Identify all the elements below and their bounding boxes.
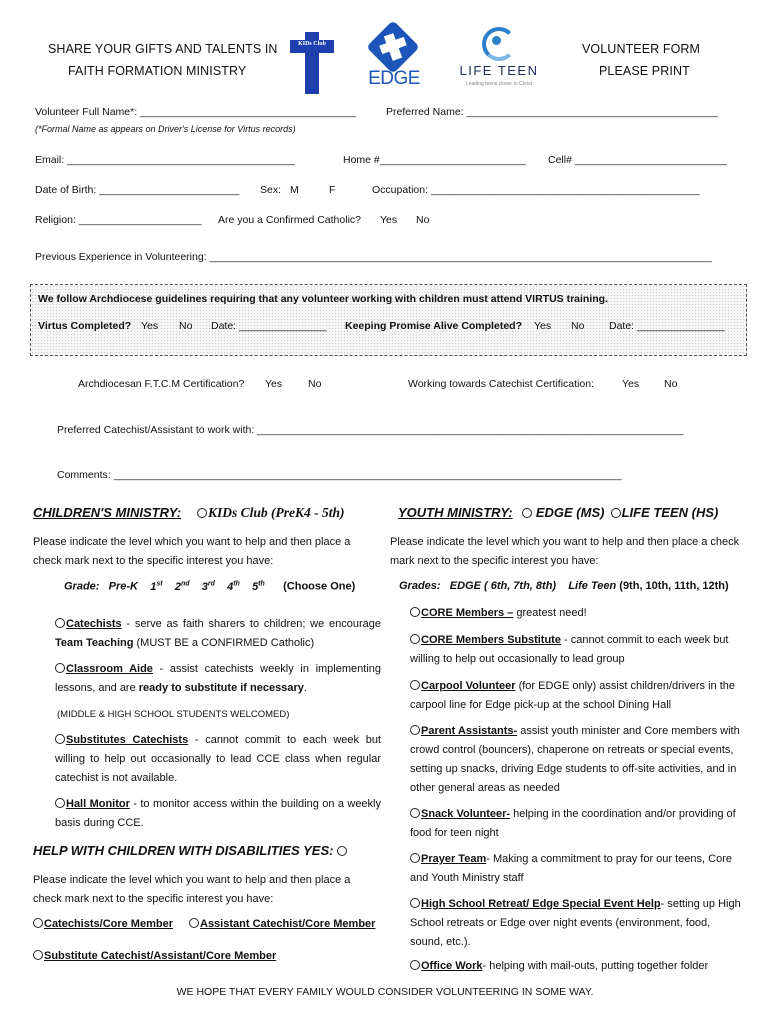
virtus-notice: We follow Archdiocese guidelines requiring that any volunteer working with children must attend VIRTUS training.	[38, 293, 608, 305]
formal-name-note: (*Formal Name as appears on Driver's License for Virtus records)	[35, 124, 296, 134]
youth-instructions: Please indicate the level which you want to help and then place a check mark next to the specific interest you have:	[390, 536, 740, 567]
kids-club-option[interactable]: KIDs Club (PreK4 - 5th)	[197, 505, 345, 521]
childrens-ministry-title: CHILDREN'S MINISTRY:	[33, 505, 182, 520]
cell-phone-field[interactable]: Cell# __________________________	[548, 154, 727, 166]
grade-5[interactable]: 5th	[252, 580, 265, 593]
virtus-date-field[interactable]: Date: _______________	[211, 320, 327, 332]
parent-assistants-radio-icon[interactable]	[410, 725, 420, 735]
catechist-cert-yes[interactable]: Yes	[622, 378, 640, 390]
ftcm-yes[interactable]: Yes	[265, 378, 283, 390]
disabilities-section-title[interactable]: HELP WITH CHILDREN WITH DISABILITIES YES:	[33, 843, 348, 858]
substitutes-radio-icon[interactable]	[55, 734, 65, 744]
lifeteen-option[interactable]: LIFE TEEN (HS)	[621, 505, 719, 520]
preferred-catechist-field[interactable]: Preferred Catechist/Assistant to work with: _________________________________________________________________________	[57, 424, 684, 436]
catechist-cert-no[interactable]: No	[664, 378, 678, 390]
lifeteen-radio-icon[interactable]	[611, 508, 621, 518]
classroom-aide-option[interactable]: Classroom Aide - assist catechists weekly in implementing lessons, and are ready to substitute if necessary.	[55, 663, 381, 694]
footer-message: WE HOPE THAT EVERY FAMILY WOULD CONSIDER VOLUNTEERING IN SOME WAY.	[176, 986, 594, 998]
edge-radio-icon[interactable]	[522, 508, 532, 518]
grade-4[interactable]: 4th	[227, 580, 240, 593]
disability-option-3[interactable]: Substitute Catechist/Assistant/Core Member	[33, 950, 276, 962]
kpa-date-field[interactable]: Date: _______________	[609, 320, 725, 332]
core-members-radio-icon[interactable]	[410, 607, 420, 617]
kids-club-logo: KIDs Club	[290, 32, 334, 94]
disabilities-yes-radio-icon[interactable]	[337, 846, 347, 856]
youth-option-carpool[interactable]: Carpool Volunteer (for EDGE only) assist children/drivers in the carpool line for Edge pick-up at the school Dining Hall	[410, 680, 735, 711]
grades-edge[interactable]: EDGE ( 6th, 7th, 8th)	[449, 580, 557, 592]
catechists-radio-icon[interactable]	[55, 618, 65, 628]
email-field[interactable]: Email: _______________________________________	[35, 154, 295, 166]
dob-field[interactable]: Date of Birth: ________________________	[35, 184, 240, 196]
preferred-name-field[interactable]: Preferred Name: ___________________________________________	[386, 106, 718, 118]
carpool-radio-icon[interactable]	[410, 680, 420, 690]
hall-monitor-radio-icon[interactable]	[55, 798, 65, 808]
header-title-line1: SHARE YOUR GIFTS AND TALENTS IN	[48, 42, 278, 56]
snack-radio-icon[interactable]	[410, 808, 420, 818]
confirmed-question: Are you a Confirmed Catholic?	[218, 214, 361, 226]
disabilities-instructions: Please indicate the level which you want to help and then place a check mark next to the specific interest you have:	[33, 874, 351, 905]
previous-experience-field[interactable]: Previous Experience in Volunteering: ______________________________________________________________________________________	[35, 251, 712, 263]
office-work-radio-icon[interactable]	[410, 960, 420, 970]
ftcm-label: Archdiocesan F.T.C.M Certification?	[78, 378, 245, 390]
hall-monitor-option[interactable]: Hall Monitor - to monitor access within the building on a weekly basis during CCE.	[55, 798, 381, 829]
form-title: VOLUNTEER FORM	[582, 42, 701, 56]
edge-logo: EDGE	[364, 26, 424, 90]
disability-option-2-radio-icon[interactable]	[189, 918, 199, 928]
disability-option-2[interactable]: Assistant Catechist/Core Member	[189, 918, 375, 930]
kpa-no[interactable]: No	[571, 320, 585, 332]
confirmed-yes[interactable]: Yes	[380, 214, 398, 226]
youth-grades-row: Grades: EDGE ( 6th, 7th, 8th) Life Teen (9th, 10th, 11th, 12th)	[399, 580, 729, 592]
full-name-field[interactable]: Volunteer Full Name*: _____________________________________	[35, 106, 357, 118]
grade-prek[interactable]: Pre-K	[108, 580, 138, 593]
sex-option-m[interactable]: M	[290, 184, 299, 196]
youth-option-core-substitute[interactable]: CORE Members Substitute - cannot commit to each week but willing to help out occasionally to lead group	[410, 634, 729, 665]
children-instructions: Please indicate the level which you want to help and then place a check mark next to the specific interest you have:	[33, 536, 351, 567]
youth-ministry-header	[398, 505, 718, 520]
youth-option-retreat-help[interactable]: High School Retreat/ Edge Special Event Help- setting up High School retreats or Edge over night events (environment, food, sound, etc.).	[410, 898, 741, 948]
grade-row: Grade: Pre-K 1st 2nd 3rd 4th 5th (Choose One)	[64, 580, 356, 593]
youth-ministry-title: YOUTH MINISTRY:	[398, 505, 513, 520]
sex-label: Sex:	[260, 184, 282, 196]
classroom-aide-radio-icon[interactable]	[55, 663, 65, 673]
youth-option-prayer-team[interactable]: Prayer Team- Making a commitment to pray for our teens, Core and Youth Ministry staff	[410, 853, 732, 884]
catechist-cert-label: Working towards Catechist Certification:	[408, 378, 594, 390]
virtus-completed-label: Virtus Completed?	[38, 320, 132, 332]
comments-field[interactable]: Comments: _______________________________________________________________________________________	[57, 469, 622, 481]
occupation-field[interactable]: Occupation: ______________________________________________	[372, 184, 700, 196]
youth-option-parent-assistants[interactable]: Parent Assistants- assist youth minister and Core members with crowd control (bouncers), chaperone on retreats or special events, setting up snacks, driving Edge students to off-site activities, and in other general areas as needed	[410, 725, 740, 794]
kpa-yes[interactable]: Yes	[534, 320, 552, 332]
virtus-yes[interactable]: Yes	[141, 320, 159, 332]
prayer-team-radio-icon[interactable]	[410, 853, 420, 863]
edge-option[interactable]: EDGE (MS)	[535, 505, 605, 520]
disability-option-3-radio-icon[interactable]	[33, 950, 43, 960]
retreat-help-radio-icon[interactable]	[410, 898, 420, 908]
disability-option-1-radio-icon[interactable]	[33, 918, 43, 928]
youth-option-core[interactable]: CORE Members – greatest need!	[410, 604, 745, 623]
kpa-label: Keeping Promise Alive Completed?	[345, 320, 522, 332]
disability-option-1[interactable]: Catechists/Core Member	[33, 918, 173, 930]
sex-option-f[interactable]: F	[329, 184, 336, 196]
youth-option-office-work[interactable]: Office Work- helping with mail-outs, putting together folder	[410, 960, 708, 972]
grade-3[interactable]: 3rd	[201, 580, 215, 593]
grade-1[interactable]: 1st	[150, 580, 163, 593]
youth-option-snack[interactable]: Snack Volunteer- helping in the coordination and/or providing of food for teen night	[410, 808, 736, 839]
form-subtitle: PLEASE PRINT	[599, 64, 690, 78]
life-teen-logo: LIFE TEEN Leading teens closer to Christ	[458, 24, 540, 92]
students-welcomed-note: (MIDDLE & HIGH SCHOOL STUDENTS WELCOMED)	[57, 709, 290, 720]
home-phone-field[interactable]: Home #_________________________	[343, 154, 526, 166]
header-title-line2: FAITH FORMATION MINISTRY	[68, 64, 247, 78]
kids-club-radio-icon[interactable]	[197, 508, 207, 518]
grade-2[interactable]: 2nd	[174, 580, 190, 593]
ftcm-no[interactable]: No	[308, 378, 322, 390]
core-substitute-radio-icon[interactable]	[410, 634, 420, 644]
confirmed-no[interactable]: No	[416, 214, 430, 226]
substitutes-option[interactable]: Substitutes Catechists - cannot commit to each week but willing to help out occasionally to lead CCE class when regular catechist is not available.	[55, 734, 381, 784]
religion-field[interactable]: Religion: _____________________	[35, 214, 202, 226]
catechists-option[interactable]: Catechists - serve as faith sharers to children; we encourage Team Teaching (MUST BE a CONFIRMED Catholic)	[55, 618, 381, 649]
grades-lifeteen[interactable]: Life Teen	[568, 580, 617, 592]
virtus-no[interactable]: No	[179, 320, 193, 332]
